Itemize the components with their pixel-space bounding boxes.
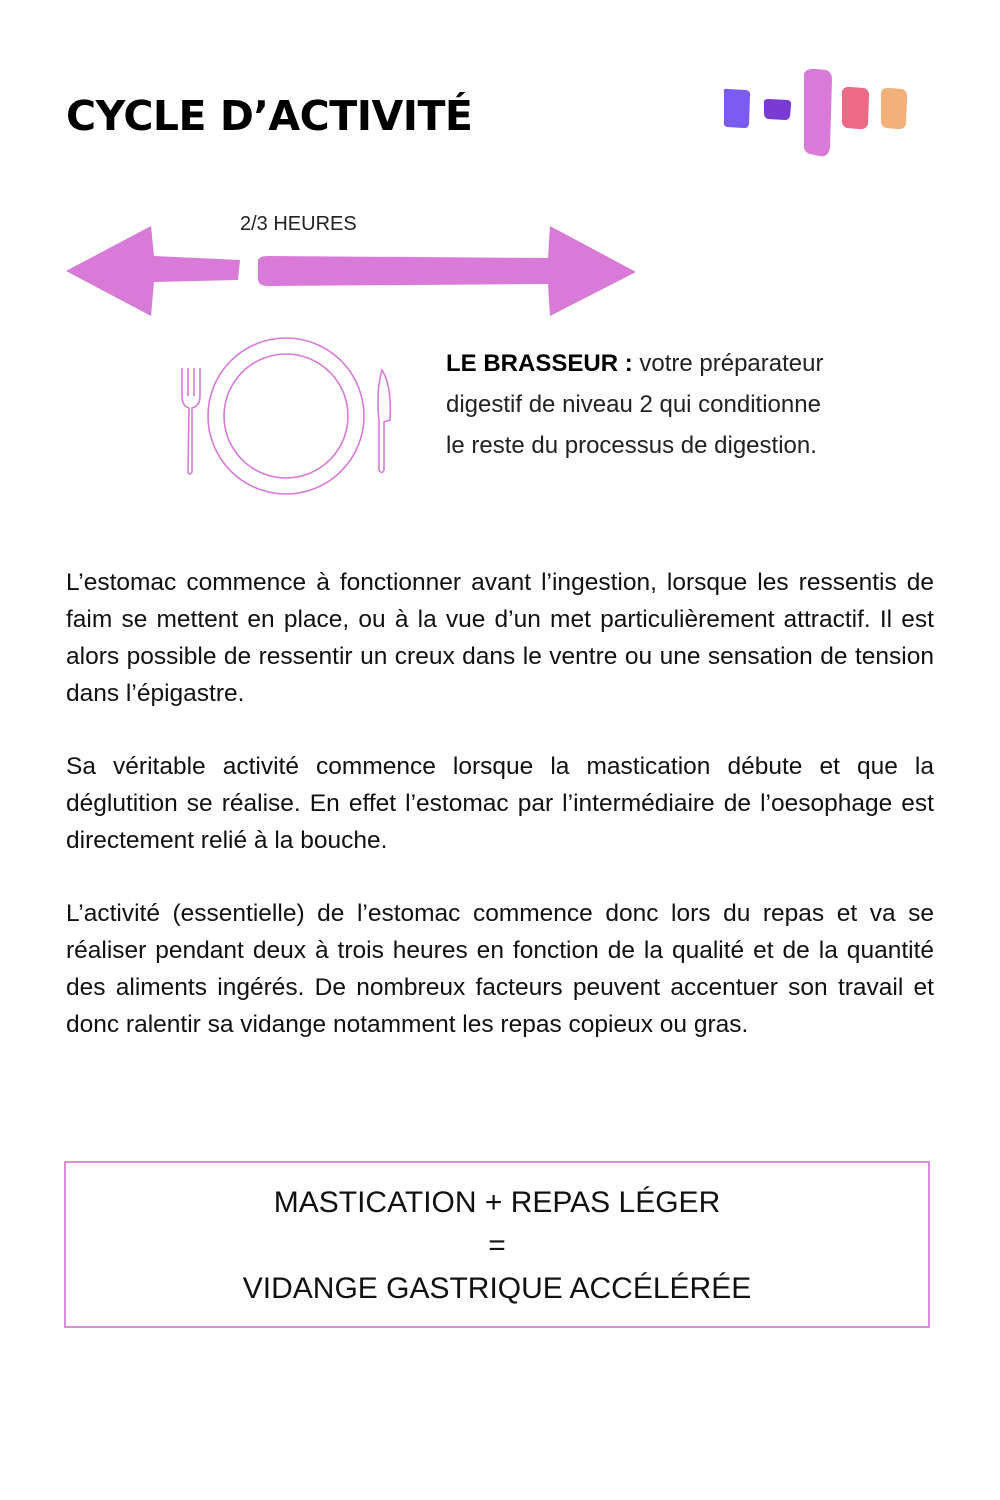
page-title: CYCLE D’ACTIVITÉ (66, 92, 473, 140)
paragraph-1: L’estomac commence à fonctionner avant l’ingestion, lorsque les ressentis de faim se mettent en place, ou à la vue d’un met particulièrement attractif. Il est alors possible de ressentir un creux dans le ventre ou une sensation de tension dans l’épigastre. (66, 569, 934, 707)
body-text (66, 564, 934, 1079)
double-arrow-icon (62, 222, 642, 322)
paragraph-2: Sa véritable activité commence lorsque la mastication débute et que la déglutition se réalise. En effet l’estomac par l’intermédiaire de l’oesophage est directement relié à la bouche. (66, 753, 934, 854)
place-setting-icon (172, 330, 398, 500)
brush-strokes-logo (718, 66, 918, 162)
callout-heading: LE BRASSEUR : (446, 350, 633, 377)
brush-stroke-coral (842, 87, 869, 129)
summary-line-3: VIDANGE GASTRIQUE ACCÉLÉRÉE (242, 1272, 752, 1305)
summary-equals: = (488, 1229, 506, 1262)
duration-label: 2/3 HEURES (240, 213, 357, 235)
brush-stroke-orange (881, 88, 907, 129)
callout-line-2: digestif de niveau 2 qui conditionne (446, 391, 821, 418)
brush-stroke-pink-tall (804, 69, 832, 156)
summary-box (64, 1161, 930, 1328)
callout-line-1: votre préparateur (632, 350, 824, 377)
paragraph-3: L’activité (essentielle) de l’estomac commence donc lors du repas et va se réaliser pendant deux à trois heures en fonction de la qualité et de la quantité des aliments ingérés. De nombreux facteurs peuvent accentuer son travail et donc ralentir sa vidange notamment les repas copieux ou gras. (66, 900, 934, 1038)
callout-line-3: le reste du processus de digestion. (446, 432, 817, 459)
brasseur-callout (446, 343, 926, 466)
summary-line-1: MASTICATION + REPAS LÉGER (273, 1186, 721, 1219)
brush-stroke-purple (764, 99, 791, 120)
brush-stroke-blue (724, 89, 750, 128)
